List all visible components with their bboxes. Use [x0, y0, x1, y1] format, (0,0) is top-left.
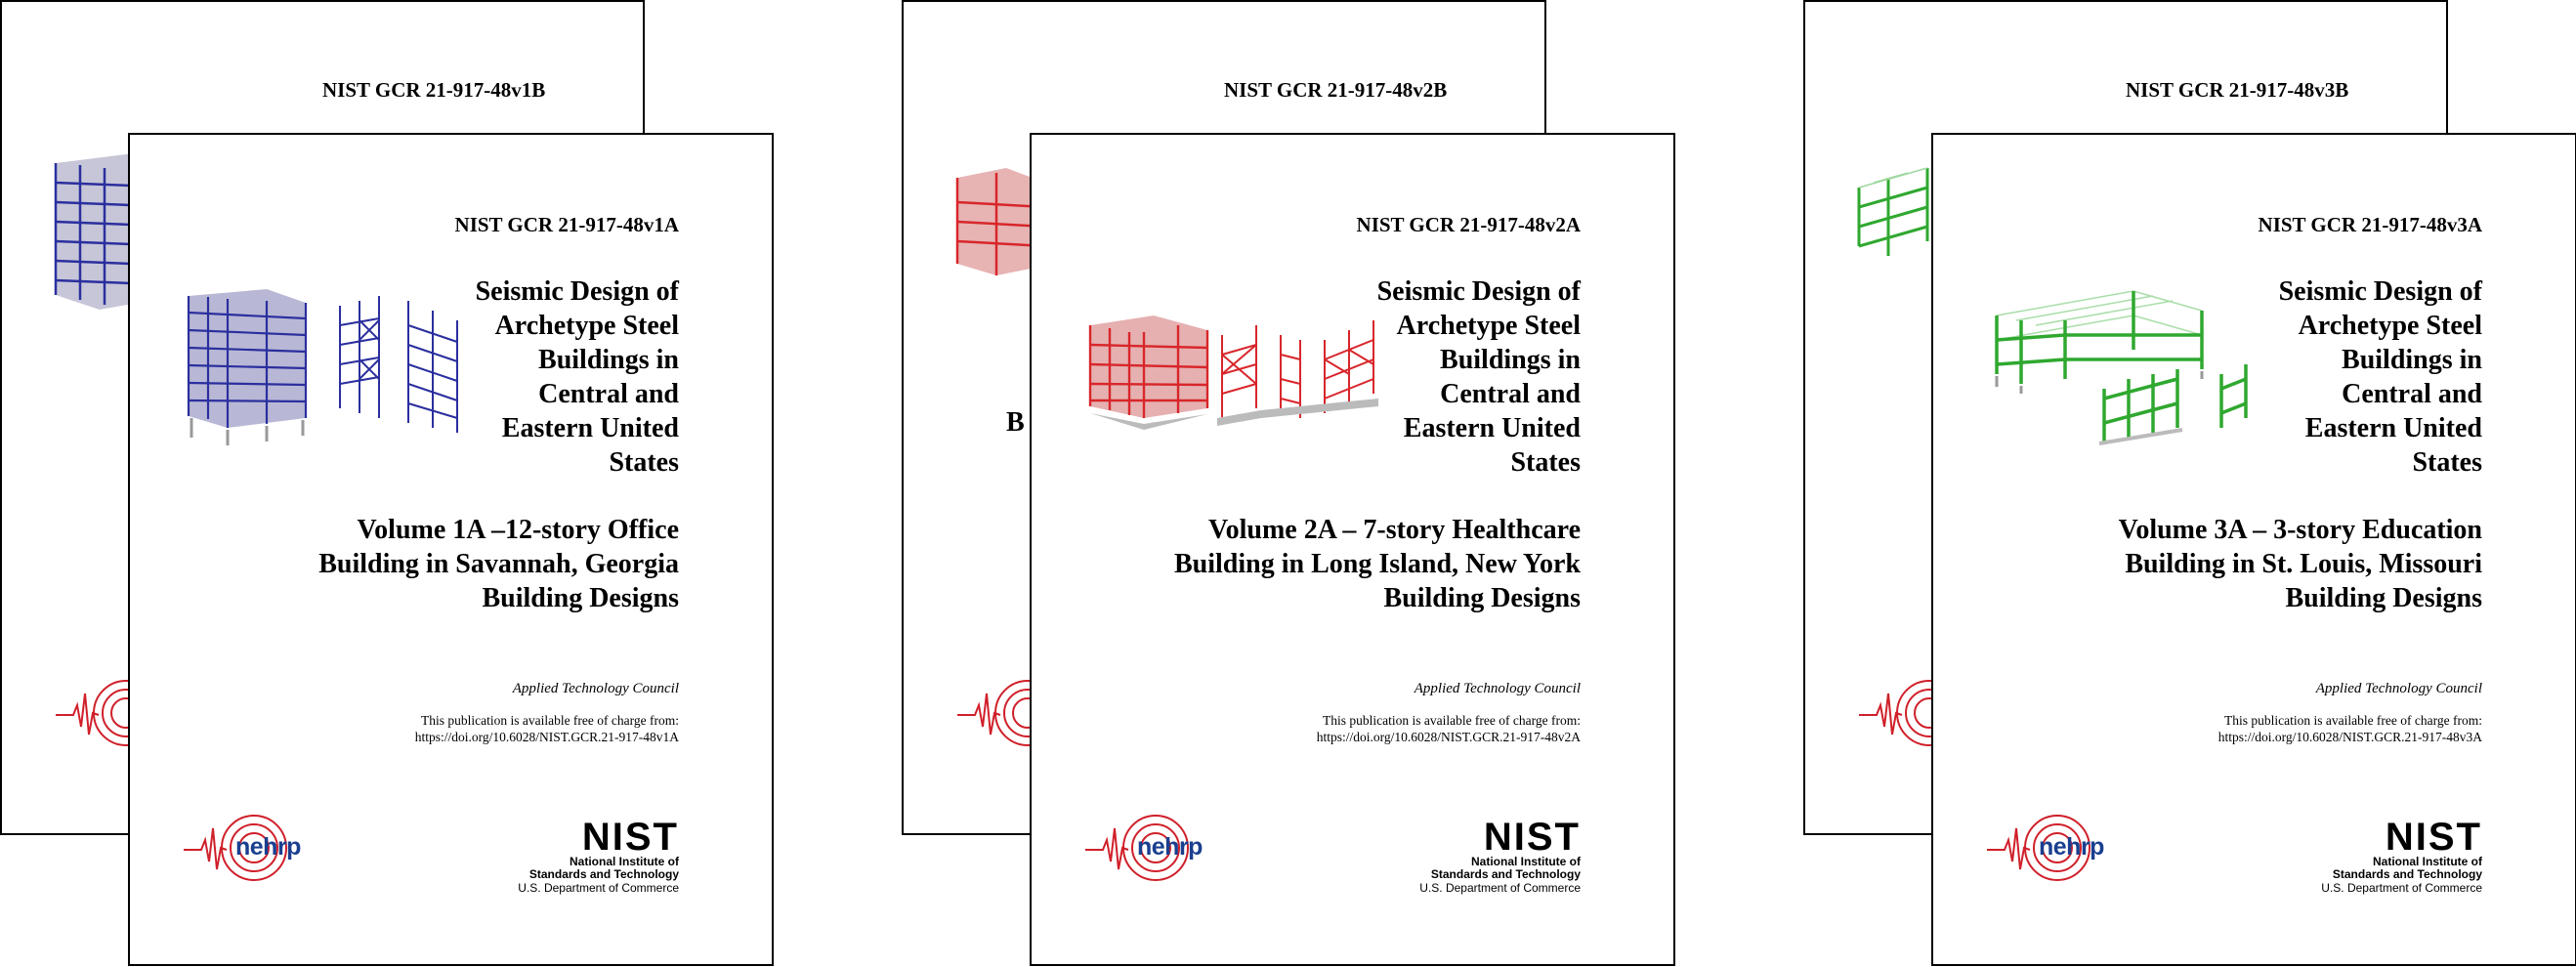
volume-line: Volume 3A – 3-story Education [2118, 515, 2482, 545]
doi-link[interactable]: https://doi.org/10.6028/NIST.GCR.21-917-48v1A [414, 730, 679, 744]
volume-line: Building Designs [482, 583, 679, 613]
partial-title-letter: B [1006, 407, 1025, 438]
nehrp-wordmark: nehrp [235, 833, 301, 861]
title-line: Seismic Design of [1376, 276, 1581, 307]
title-line: Central and [2342, 379, 2482, 409]
availability-text: This publication is available free of charge from: [2223, 713, 2482, 728]
volume-line: Building in Savannah, Georgia [318, 549, 679, 579]
title-line: Eastern United [1403, 413, 1581, 443]
volume-line: Building Designs [1383, 583, 1581, 613]
nist-department: U.S. Department of Commerce [1419, 881, 1581, 895]
title-line: Central and [1440, 379, 1581, 409]
nist-wordmark: NIST [1483, 816, 1581, 859]
nist-wordmark: NIST [2385, 816, 2482, 859]
nist-department: U.S. Department of Commerce [518, 881, 679, 895]
volume-line: Building in Long Island, New York [1174, 549, 1581, 579]
cover-title [386, 274, 679, 480]
title-line: Eastern United [2304, 413, 2482, 443]
volume-subtitle [1121, 513, 1581, 615]
nist-name-line: Standards and Technology [1430, 867, 1581, 881]
publisher: Applied Technology Council [512, 681, 679, 696]
cover-title [1288, 274, 1581, 480]
availability-note [415, 712, 679, 745]
volume-line: Volume 1A –12-story Office [357, 515, 679, 545]
title-line: States [609, 447, 679, 478]
nist-logo [1385, 816, 1581, 895]
nist-logo [2287, 816, 2482, 895]
title-line: Archetype Steel [1396, 311, 1581, 341]
nist-wordmark: NIST [581, 816, 679, 859]
nehrp-wordmark: nehrp [1137, 833, 1203, 861]
nehrp-logo [184, 811, 311, 885]
publisher: Applied Technology Council [2315, 681, 2482, 696]
nist-name-line: Standards and Technology [528, 867, 679, 881]
title-line: States [1510, 447, 1581, 478]
title-line: Eastern United [501, 413, 679, 443]
front-cover-page [128, 133, 774, 966]
availability-note [1317, 712, 1581, 745]
report-number: NIST GCR 21-917-48v2A [1356, 213, 1581, 236]
title-line: Archetype Steel [494, 311, 679, 341]
building-3d-model [1090, 315, 1207, 430]
nehrp-logo [1085, 811, 1212, 885]
nist-name-line: National Institute of [1471, 855, 1581, 868]
cover-group-volume-2 [902, 0, 1683, 967]
availability-note [2218, 712, 2482, 745]
volume-line: Volume 2A – 7-story Healthcare [1207, 515, 1581, 545]
volume-subtitle [220, 513, 679, 615]
front-cover-page [1030, 133, 1675, 966]
nist-department: U.S. Department of Commerce [2321, 881, 2482, 895]
cover-title [2189, 274, 2482, 480]
title-line: States [2412, 447, 2482, 478]
title-line: Buildings in [2342, 345, 2482, 375]
nist-name-line: National Institute of [570, 855, 679, 868]
volume-line: Building in St. Louis, Missouri [2125, 549, 2482, 579]
nist-name-line: Standards and Technology [2332, 867, 2482, 881]
report-number: NIST GCR 21-917-48v3A [2258, 213, 2482, 236]
availability-text: This publication is available free of charge from: [420, 713, 679, 728]
report-number: NIST GCR 21-917-48v1A [454, 213, 679, 236]
nehrp-wordmark: nehrp [2039, 833, 2104, 861]
volume-subtitle [2023, 513, 2482, 615]
title-line: Buildings in [1440, 345, 1581, 375]
doi-link[interactable]: https://doi.org/10.6028/NIST.GCR.21-917-48v3A [2217, 730, 2482, 744]
title-line: Buildings in [538, 345, 679, 375]
title-line: Central and [538, 379, 679, 409]
report-number: NIST GCR 21-917-48v3B [2126, 78, 2349, 102]
title-line: Archetype Steel [2298, 311, 2482, 341]
building-3d-model [189, 289, 306, 445]
front-cover-page [1931, 133, 2576, 966]
nehrp-logo [1987, 811, 2114, 885]
nist-name-line: National Institute of [2373, 855, 2482, 868]
title-line: Seismic Design of [475, 276, 679, 307]
report-number: NIST GCR 21-917-48v1B [322, 78, 546, 102]
publisher: Applied Technology Council [1414, 681, 1581, 696]
cover-group-volume-1 [0, 0, 781, 967]
availability-text: This publication is available free of charge from: [1322, 713, 1581, 728]
title-line: Seismic Design of [2278, 276, 2482, 307]
doi-link[interactable]: https://doi.org/10.6028/NIST.GCR.21-917-48v2A [1316, 730, 1581, 744]
volume-line: Building Designs [2285, 583, 2482, 613]
nist-logo [484, 816, 679, 895]
building-3d-model [1997, 291, 2202, 394]
cover-group-volume-3 [1803, 0, 2576, 967]
report-number: NIST GCR 21-917-48v2B [1224, 78, 1448, 102]
